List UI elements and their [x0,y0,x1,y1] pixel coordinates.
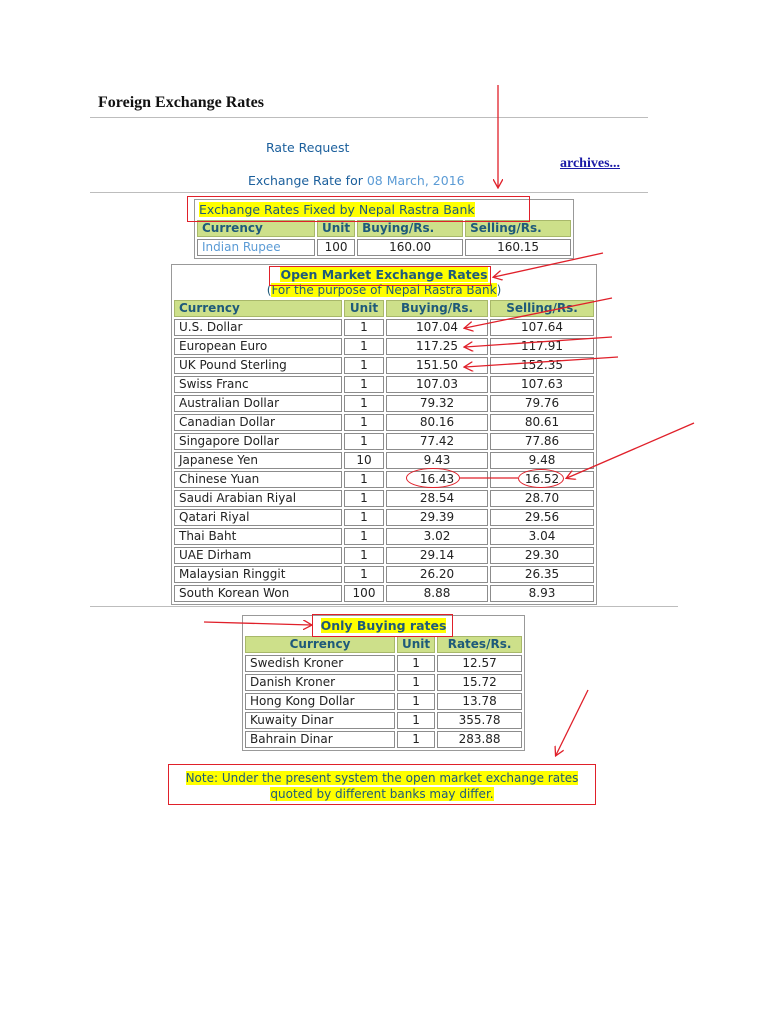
currency-cell: Singapore Dollar [174,433,342,450]
buying-cell: 28.54 [386,490,488,507]
currency-cell: Canadian Dollar [174,414,342,431]
selling-cell: 8.93 [490,585,594,602]
currency-cell: Japanese Yen [174,452,342,469]
unit-cell: 1 [344,395,384,412]
buying-cell: 160.00 [357,239,463,256]
currency-cell: Qatari Riyal [174,509,342,526]
unit-cell: 10 [344,452,384,469]
arrow-icon [494,253,603,277]
unit-cell: 1 [344,338,384,355]
column-header-buying: Buying/Rs. [357,220,463,237]
currency-cell: South Korean Won [174,585,342,602]
open-market-subtitle: For the purpose of Nepal Rastra Bank [271,283,497,297]
buying-cell: 151.50 [386,357,488,374]
column-header-currency: Currency [197,220,315,237]
currency-cell: Swiss Franc [174,376,342,393]
selling-cell: 152.35 [490,357,594,374]
currency-cell: UAE Dirham [174,547,342,564]
open-market-subtitle-paren-open: ( [266,283,272,297]
arrow-icon [204,622,311,625]
unit-cell: 1 [397,655,435,672]
column-header-currency: Currency [245,636,395,653]
currency-cell: Indian Rupee [197,239,315,256]
note-line-2: quoted by different banks may differ. [270,787,494,801]
column-header-unit: Unit [397,636,435,653]
buying-cell: 107.03 [386,376,488,393]
selling-cell: 29.30 [490,547,594,564]
buying-cell: 80.16 [386,414,488,431]
unit-cell: 100 [317,239,355,256]
arrow-icon [465,357,618,367]
unit-cell: 1 [397,674,435,691]
unit-cell: 1 [344,414,384,431]
selling-cell: 16.52 [490,471,594,488]
buying-cell: 79.32 [386,395,488,412]
arrow-icon [556,690,588,755]
unit-cell: 1 [344,509,384,526]
buying-cell: 29.14 [386,547,488,564]
rate-request-label: Rate Request [266,140,350,155]
selling-cell: 79.76 [490,395,594,412]
unit-cell: 1 [344,376,384,393]
selling-cell: 26.35 [490,566,594,583]
unit-cell: 1 [344,490,384,507]
rate-cell: 15.72 [437,674,522,691]
selling-cell: 117.91 [490,338,594,355]
buying-cell: 117.25 [386,338,488,355]
unit-cell: 1 [344,547,384,564]
buying-cell: 29.39 [386,509,488,526]
currency-cell: Danish Kroner [245,674,395,691]
unit-cell: 1 [344,319,384,336]
column-header-unit: Unit [344,300,384,317]
buying-cell: 3.02 [386,528,488,545]
column-header-selling: Selling/Rs. [465,220,571,237]
archives-link[interactable]: archives... [560,156,621,171]
currency-cell: Chinese Yuan [174,471,342,488]
unit-cell: 1 [344,566,384,583]
selling-cell: 107.64 [490,319,594,336]
exchange-rate-for-label: Exchange Rate for [248,173,363,188]
selling-cell: 3.04 [490,528,594,545]
buying-cell: 107.04 [386,319,488,336]
unit-cell: 1 [397,712,435,729]
selling-cell: 29.56 [490,509,594,526]
fixed-rates-title: Exchange Rates Fixed by Nepal Rastra Bank [199,202,475,217]
column-header-rate: Rates/Rs. [437,636,522,653]
unit-cell: 1 [344,528,384,545]
currency-cell: Malaysian Ringgit [174,566,342,583]
unit-cell: 1 [344,471,384,488]
open-market-subtitle-paren-close: ) [496,283,502,297]
column-header-currency: Currency [174,300,342,317]
exchange-rate-date: 08 March, 2016 [366,173,465,188]
arrow-icon [465,337,612,347]
currency-cell: Hong Kong Dollar [245,693,395,710]
open-market-title: Open Market Exchange Rates [280,267,488,282]
selling-cell: 9.48 [490,452,594,469]
selling-cell: 77.86 [490,433,594,450]
arrow-icon [567,423,694,478]
currency-cell: Australian Dollar [174,395,342,412]
selling-cell: 107.63 [490,376,594,393]
currency-cell: Saudi Arabian Riyal [174,490,342,507]
unit-cell: 1 [397,731,435,748]
currency-cell: U.S. Dollar [174,319,342,336]
buying-only-title: Only Buying rates [320,618,447,633]
selling-cell: 160.15 [465,239,571,256]
unit-cell: 100 [344,585,384,602]
currency-cell: European Euro [174,338,342,355]
unit-cell: 1 [397,693,435,710]
currency-cell: Thai Baht [174,528,342,545]
currency-cell: Kuwaity Dinar [245,712,395,729]
column-header-unit: Unit [317,220,355,237]
column-header-buying: Buying/Rs. [386,300,488,317]
rate-cell: 13.78 [437,693,522,710]
column-header-selling: Selling/Rs. [490,300,594,317]
rate-cell: 355.78 [437,712,522,729]
page-title: Foreign Exchange Rates [98,94,264,111]
currency-cell: Bahrain Dinar [245,731,395,748]
currency-cell: Swedish Kroner [245,655,395,672]
selling-cell: 28.70 [490,490,594,507]
buying-cell: 77.42 [386,433,488,450]
note-line-1: Note: Under the present system the open market exchange rates [185,771,579,785]
buying-cell: 8.88 [386,585,488,602]
buying-cell: 26.20 [386,566,488,583]
buying-cell: 9.43 [386,452,488,469]
rate-cell: 283.88 [437,731,522,748]
buying-cell: 16.43 [386,471,488,488]
unit-cell: 1 [344,357,384,374]
arrow-icon [465,298,612,328]
rate-cell: 12.57 [437,655,522,672]
selling-cell: 80.61 [490,414,594,431]
unit-cell: 1 [344,433,384,450]
currency-cell: UK Pound Sterling [174,357,342,374]
